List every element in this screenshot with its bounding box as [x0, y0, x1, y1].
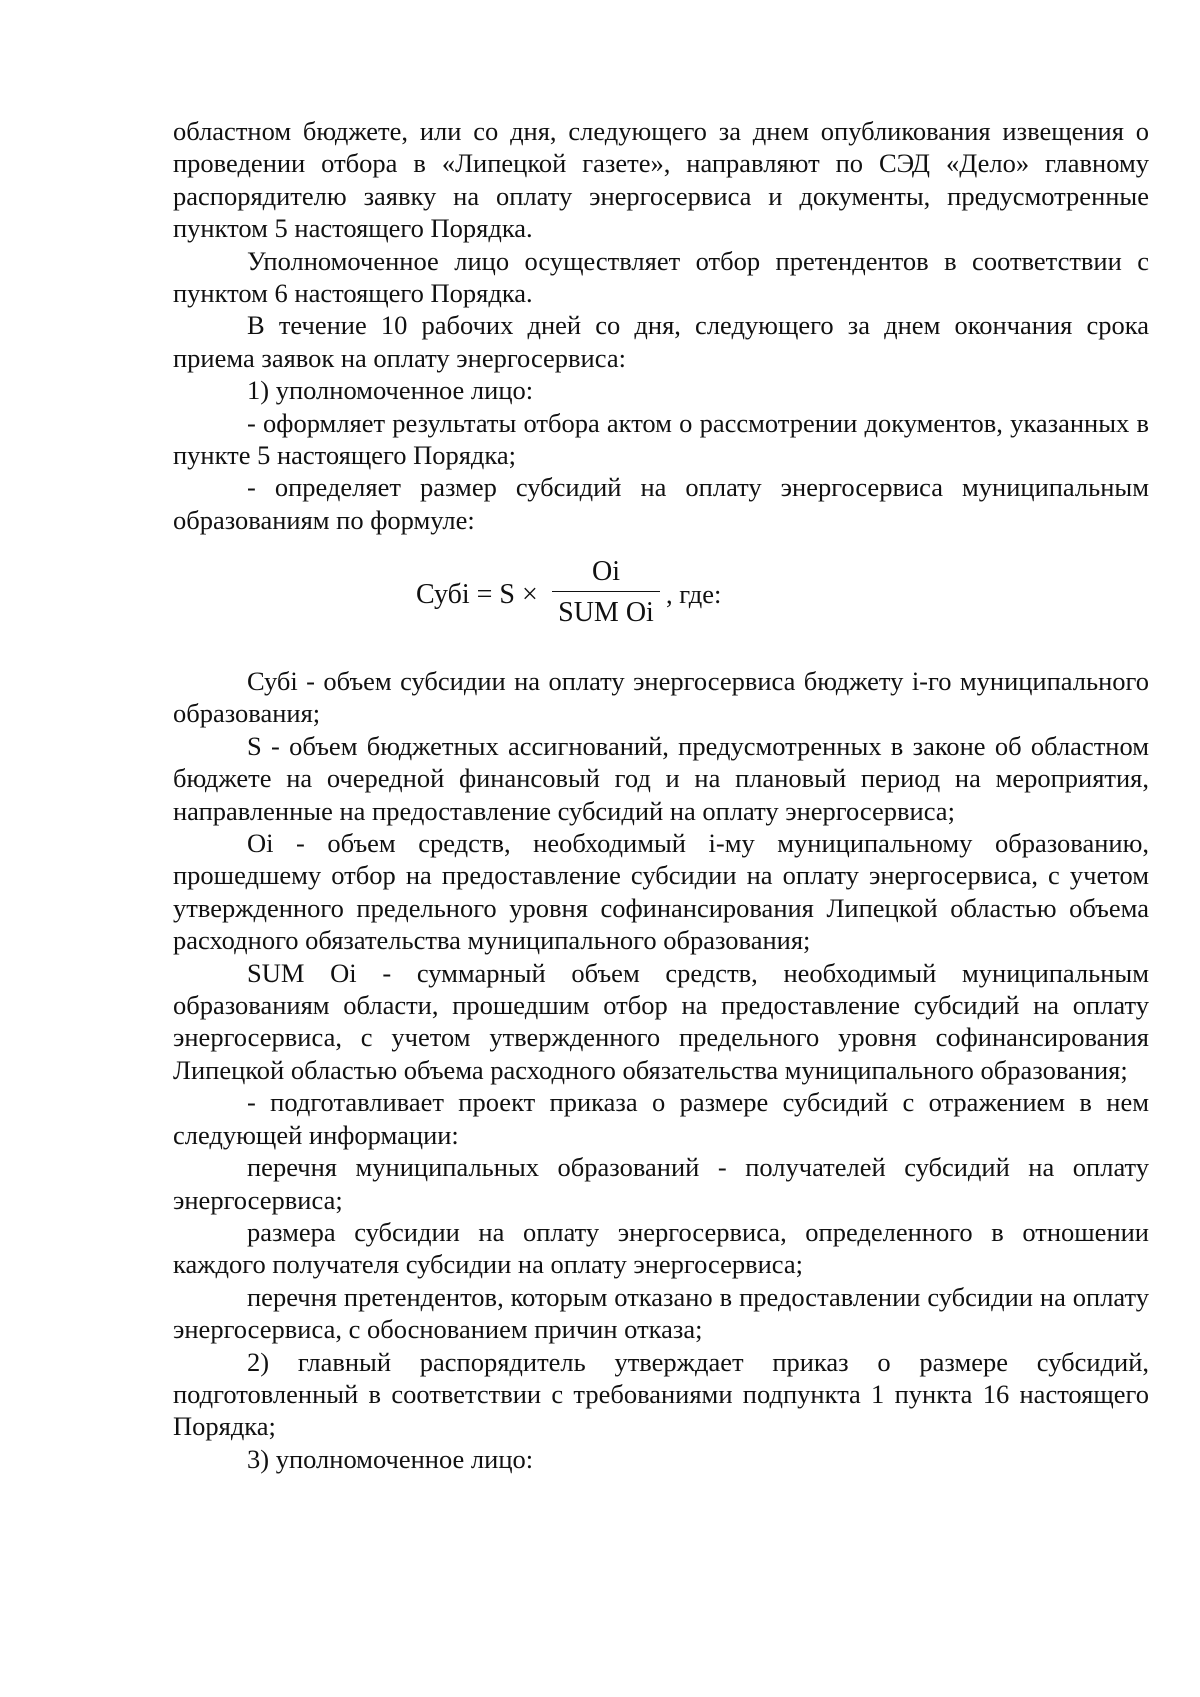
paragraph: Субi - объем субсидии на оплату энергосервиса бюджету i-го муниципального образования; — [173, 666, 1149, 729]
formula-fraction — [552, 555, 660, 630]
paragraph: В течение 10 рабочих дней со дня, следующего за днем окончания срока приема заявок на оплату энергосервиса: — [173, 310, 1149, 373]
paragraph: 1) уполномоченное лицо: — [247, 375, 534, 406]
paragraph: Oi - объем средств, необходимый i-му муниципальному образованию, прошедшему отбор на предоставление субсидии на оплату энергосервиса, с учетом утвержденного предельного уровня софинансирования Липецкой областью объема расходного обязательства муниципального образования; — [173, 828, 1149, 956]
paragraph: размера субсидии на оплату энергосервиса, определенного в отношении каждого получателя субсидии на оплату энергосервиса; — [173, 1216, 1149, 1280]
paragraph: 2) главный распорядитель утверждает приказ о размере субсидий, подготовленный в соответствии с требованиями подпункта 1 пункта 16 настоящего Порядка; — [173, 1346, 1149, 1442]
document-body-bottom — [173, 665, 1149, 1475]
formula-suffix: , где: — [666, 579, 722, 609]
formula-numerator: Oi — [592, 556, 620, 587]
paragraph: Уполномоченное лицо осуществляет отбор претендентов в соответствии с пунктом 6 настоящего Порядка. — [173, 245, 1149, 309]
paragraph: 3) уполномоченное лицо: — [247, 1443, 534, 1474]
document-body-top — [173, 115, 1149, 536]
formula-denominator: SUM Oi — [558, 597, 654, 628]
paragraph: перечня претендентов, которым отказано в предоставлении субсидии на оплату энергосервиса, с обоснованием причин отказа; — [173, 1281, 1149, 1345]
paragraph: - подготавливает проект приказа о размере субсидий с отражением в нем следующей информации: — [173, 1087, 1149, 1150]
paragraph: перечня муниципальных образований - получателей субсидий на оплату энергосервиса; — [173, 1152, 1149, 1215]
formula-lhs: Субi = S × — [416, 579, 538, 610]
paragraph: областном бюджете, или со дня, следующего за днем опубликования извещения о проведении отбора в «Липецкой газете», направляют по СЭД «Дело» главному распорядителю заявку на оплату энергосервиса и документы, предусмотренные пунктом 5 настоящего Порядка. — [173, 116, 1149, 244]
paragraph: - определяет размер субсидий на оплату энергосервиса муниципальным образованиям по формуле: — [173, 472, 1149, 535]
paragraph: - оформляет результаты отбора актом о рассмотрении документов, указанных в пункте 5 настоящего Порядка; — [173, 407, 1149, 471]
paragraph: S - объем бюджетных ассигнований, предусмотренных в законе об областном бюджете на очередной финансовый год и на плановый период на мероприятия, направленные на предоставление субсидий на оплату энергосервиса; — [173, 730, 1149, 826]
paragraph: SUM Oi - суммарный объем средств, необходимый муниципальным образованиям области, прошедшим отбор на предоставление субсидий на оплату энергосервиса, с учетом утвержденного предельного уровня софинансирования Липецкой областью объема расходного обязательства муниципального образования; — [173, 957, 1149, 1085]
fraction-bar — [552, 591, 660, 592]
